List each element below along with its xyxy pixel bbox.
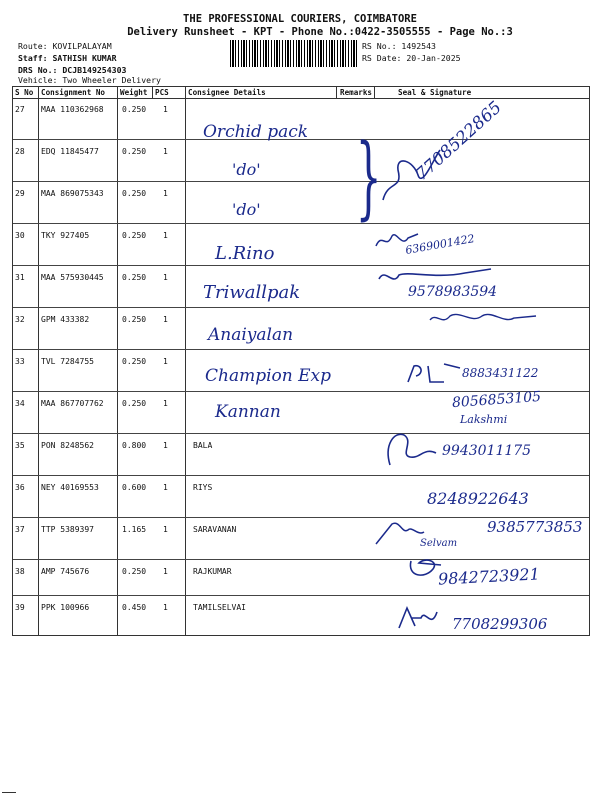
signature-scribble [378, 140, 448, 210]
row-consignment: MAA 575930445 [41, 273, 104, 282]
row-sno: 32 [15, 315, 25, 324]
row-consignment: MAA 110362968 [41, 105, 104, 114]
company-title: THE PROFESSIONAL COURIERS, COIMBATORE [183, 13, 417, 25]
col-consignee: Consignee Details [188, 88, 266, 97]
table-row [13, 182, 589, 224]
col-sno: S No [15, 88, 34, 97]
row-weight: 0.250 [122, 147, 147, 156]
row-sno: 29 [15, 189, 25, 198]
row-weight: 0.250 [122, 105, 147, 114]
handwritten-phone: 9842723921 [437, 564, 541, 589]
row-sno: 31 [15, 273, 25, 282]
handwritten-phone: 8056853105 [451, 388, 542, 412]
signature-scribble [372, 228, 422, 253]
row-pcs: 1 [163, 603, 168, 612]
row-consignment: NEY 40169553 [41, 483, 99, 492]
row-pcs: 1 [163, 357, 168, 366]
row-consignment: MAA 869075343 [41, 189, 104, 198]
row-consignee: SARAVANAN [193, 525, 237, 534]
row-weight: 0.250 [122, 231, 147, 240]
row-sno: 36 [15, 483, 25, 492]
row-consignment: EDQ 11845477 [41, 147, 99, 156]
signature-scribble [372, 518, 427, 548]
row-weight: 0.250 [122, 273, 147, 282]
rs-date: RS Date: 20-Jan-2025 [362, 53, 461, 63]
row-sno: 35 [15, 441, 25, 450]
row-pcs: 1 [163, 147, 168, 156]
row-pcs: 1 [163, 399, 168, 408]
signature-scribble [375, 265, 495, 290]
row-sno: 39 [15, 603, 25, 612]
barcode [230, 40, 358, 67]
col-consignment: Consignment No [41, 88, 106, 97]
row-consignment: PON 8248562 [41, 441, 94, 450]
row-weight: 0.450 [122, 603, 147, 612]
page-corner-mark [2, 792, 16, 793]
row-weight: 0.800 [122, 441, 147, 450]
row-pcs: 1 [163, 273, 168, 282]
signature-scribble [404, 362, 464, 387]
row-consignee: TAMILSELVAI [193, 603, 246, 612]
handwritten-consignee: 'do' [232, 160, 261, 179]
row-pcs: 1 [163, 441, 168, 450]
handwritten-consignee: Kannan [215, 402, 281, 422]
col-weight: Weight [120, 88, 148, 97]
row-sno: 38 [15, 567, 25, 576]
handwritten-phone: 6369001422 [404, 232, 476, 257]
row-sno: 30 [15, 231, 25, 240]
handwritten-consignee: Champion Exp [205, 366, 331, 386]
route-label: Route: KOVILPALAYAM [18, 41, 112, 51]
runsheet-subtitle: Delivery Runsheet - KPT - Phone No.:0422-3505555 - Page No.:3 [127, 26, 513, 38]
row-pcs: 1 [163, 231, 168, 240]
handwritten-name: Selvam [420, 538, 458, 549]
row-consignment: PPK 100966 [41, 603, 90, 612]
table-row [13, 266, 589, 308]
row-sno: 37 [15, 525, 25, 534]
row-weight: 0.250 [122, 315, 147, 324]
row-consignee: BALA [193, 441, 213, 450]
handwritten-brace: } [355, 125, 382, 230]
table-row [13, 224, 589, 266]
row-weight: 0.250 [122, 189, 147, 198]
row-weight: 0.250 [122, 357, 147, 366]
row-consignment: GPM 433382 [41, 315, 90, 324]
handwritten-consignee: Triwallpak [203, 282, 301, 303]
handwritten-name: Lakshmi [460, 413, 508, 426]
row-pcs: 1 [163, 567, 168, 576]
handwritten-consignee: 'do' [232, 200, 261, 219]
runsheet-table [12, 86, 590, 636]
handwritten-phone: 9943011175 [442, 443, 532, 459]
handwritten-phone: 9578983594 [408, 284, 498, 300]
row-consignment: TKY 927405 [41, 231, 90, 240]
signature-scribble [405, 553, 445, 583]
rs-number: RS No.: 1492543 [362, 41, 436, 51]
row-weight: 0.250 [122, 567, 147, 576]
row-pcs: 1 [163, 525, 168, 534]
row-pcs: 1 [163, 483, 168, 492]
row-pcs: 1 [163, 315, 168, 324]
row-consignment: AMP 745676 [41, 567, 90, 576]
handwritten-phone: 8248922643 [427, 489, 529, 508]
handwritten-phone: 9385773853 [487, 518, 583, 536]
drs-label: DRS No.: DCJB149254303 [18, 65, 127, 75]
col-signature: Seal & Signature [398, 88, 472, 97]
handwritten-consignee: Anaiyalan [208, 325, 294, 345]
row-consignee: RIYS [193, 483, 213, 492]
row-sno: 28 [15, 147, 25, 156]
col-divider [336, 87, 337, 98]
row-sno: 27 [15, 105, 25, 114]
signature-scribble [380, 425, 440, 470]
row-sno: 34 [15, 399, 25, 408]
row-weight: 1.165 [122, 525, 147, 534]
row-weight: 0.600 [122, 483, 147, 492]
vehicle-label: Vehicle: Two Wheeler Delivery [18, 75, 161, 85]
col-remarks: Remarks [340, 88, 373, 97]
row-consignment: TTP 5389397 [41, 525, 94, 534]
handwritten-phone: 7708522865 [412, 97, 506, 185]
row-sno: 33 [15, 357, 25, 366]
col-divider [152, 87, 153, 98]
staff-label: Staff: SATHISH KUMAR [18, 53, 117, 63]
handwritten-consignee: L.Rino [215, 243, 275, 264]
row-weight: 0.250 [122, 399, 147, 408]
row-pcs: 1 [163, 189, 168, 198]
col-pcs: PCS [155, 88, 169, 97]
handwritten-consignee: Orchid pack [203, 122, 309, 142]
row-consignment: TVL 7284755 [41, 357, 94, 366]
handwritten-phone: 7708299306 [452, 615, 548, 633]
signature-scribble [400, 306, 540, 331]
row-pcs: 1 [163, 105, 168, 114]
handwritten-phone: 8883431122 [462, 366, 539, 380]
signature-scribble [395, 604, 440, 634]
row-consignee: RAJKUMAR [193, 567, 232, 576]
table-row [13, 140, 589, 182]
col-divider [374, 87, 375, 98]
row-consignment: MAA 867707762 [41, 399, 104, 408]
